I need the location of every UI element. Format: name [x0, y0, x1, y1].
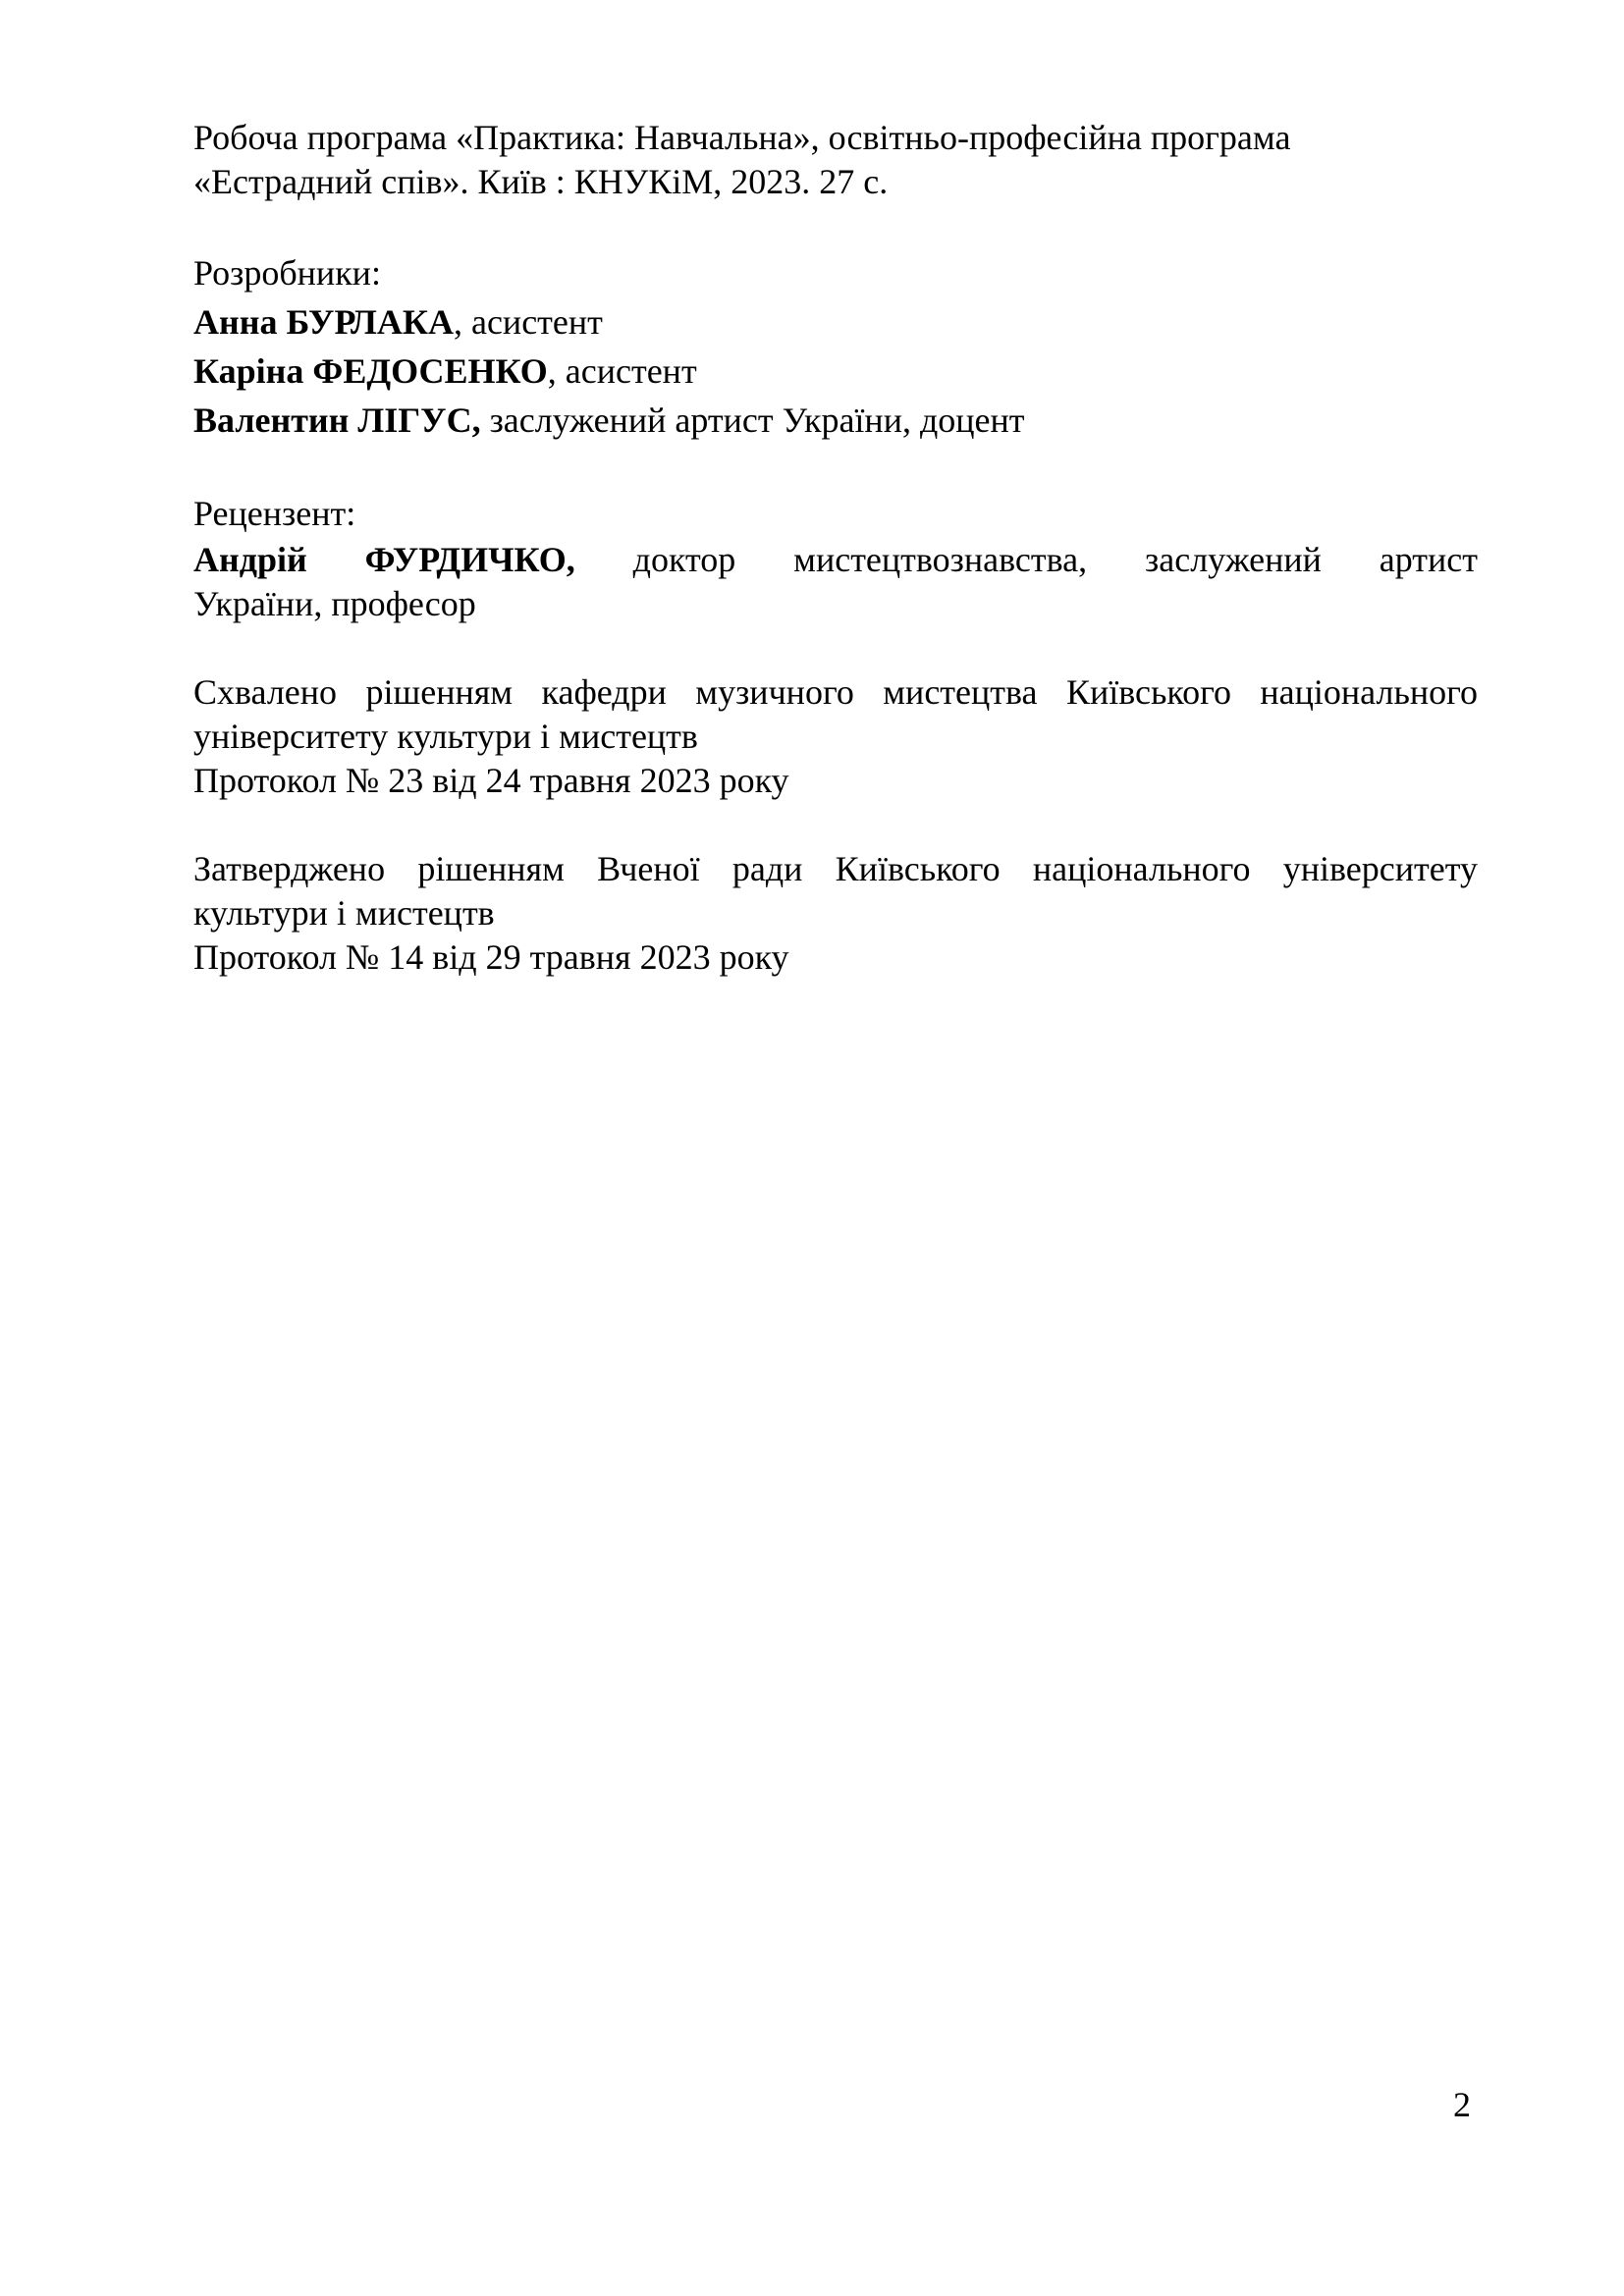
council-approval-section: [193, 847, 1478, 980]
citation-line-2: «Естрадний спів». Київ : КНУКіМ, 2023. 27 с.: [193, 162, 889, 201]
developer-name: Анна БУРЛАКА: [193, 302, 454, 342]
reviewer-heading: Рецензент:: [193, 494, 356, 533]
developer-name: Валентин ЛІГУС,: [193, 400, 481, 440]
council-protocol: Протокол № 14 від 29 травня 2023 року: [193, 937, 789, 977]
council-approval-line-2: культури і мистецтв: [193, 893, 495, 933]
developer-entry: [193, 396, 1478, 445]
document-page: [193, 116, 1478, 980]
developer-entry: [193, 297, 1478, 347]
department-approval-section: [193, 670, 1478, 803]
developer-role: , асистент: [547, 351, 697, 391]
department-protocol: Протокол № 23 від 24 травня 2023 року: [193, 761, 789, 800]
reviewer-section: [193, 489, 1478, 626]
council-approval-line-1: Затверджено рішенням Вченої ради Київського національного університету: [193, 849, 1478, 888]
developers-heading: Розробники:: [193, 253, 381, 293]
developer-role: заслужений артист України, доцент: [480, 400, 1025, 440]
page-number: 2: [1453, 2085, 1471, 2124]
reviewer-entry-line-2: України, професор: [193, 584, 476, 623]
citation: [193, 116, 1478, 204]
reviewer-name: Андрій ФУРДИЧКО,: [193, 540, 575, 579]
department-approval-line-1: Схвалено рішенням кафедри музичного мистецтва Київського національного: [193, 672, 1478, 712]
developers-section: [193, 248, 1478, 445]
developer-entry: [193, 347, 1478, 396]
developer-role: , асистент: [453, 302, 603, 342]
reviewer-entry-line-1: [193, 538, 1478, 582]
department-approval-line-2: університету культури і мистецтв: [193, 717, 698, 756]
developer-name: Каріна ФЕДОСЕНКО: [193, 351, 548, 391]
reviewer-role: доктор мистецтвознавства, заслужений артист: [574, 540, 1478, 579]
citation-line-1: Робоча програма «Практика: Навчальна», освітньо-професійна програма: [193, 118, 1291, 157]
